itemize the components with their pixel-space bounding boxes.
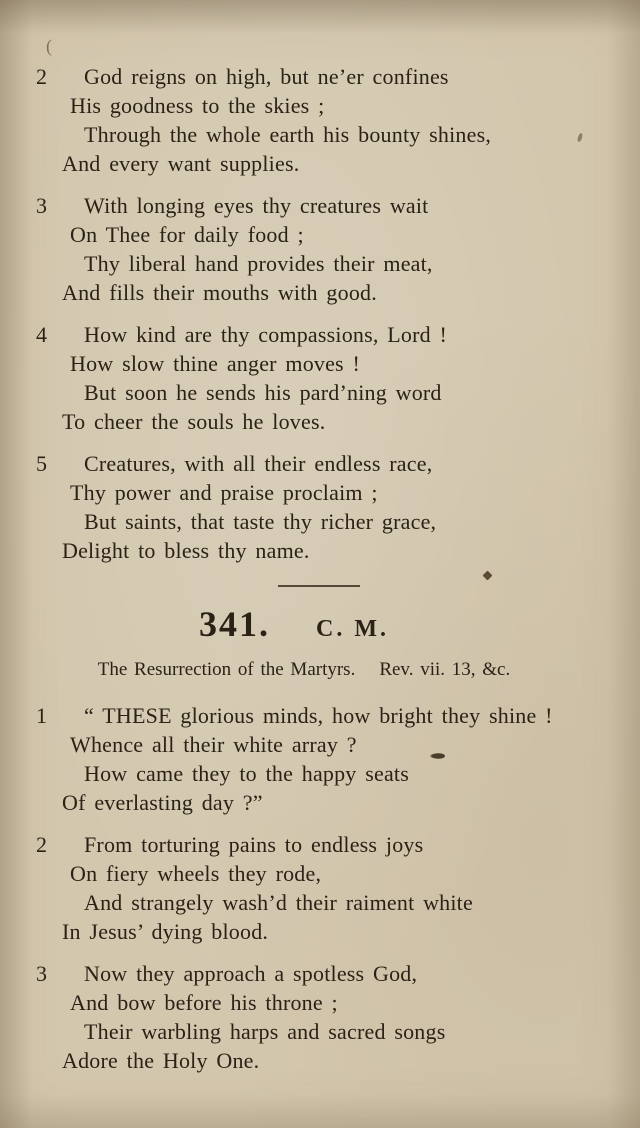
verse-line: How came they to the happy seats	[84, 761, 409, 786]
verse-line: From torturing pains to endless joys	[84, 832, 424, 857]
verse-line: And fills their mouths with good.	[62, 280, 377, 305]
stanza-number: 4	[36, 322, 48, 347]
hymn-header	[36, 603, 600, 681]
stanza	[36, 701, 600, 817]
verse-line: On fiery wheels they rode,	[70, 861, 322, 886]
stanza	[36, 959, 600, 1075]
hymn-subtitle	[22, 659, 586, 681]
hymn-title: The Resurrection of the Martyrs.	[97, 659, 356, 680]
hymn-stanzas	[36, 701, 600, 1075]
verse-line: Adore the Holy One.	[62, 1048, 260, 1073]
stanza	[36, 449, 600, 565]
verse-line: In Jesus’ dying blood.	[62, 919, 269, 944]
stanza	[36, 191, 600, 307]
verse-line: And every want supplies.	[62, 151, 300, 176]
verse-line: How kind are thy compassions, Lord !	[84, 322, 448, 347]
stanza-number: 2	[36, 64, 48, 89]
verse-line: But saints, that taste thy richer grace,	[84, 509, 437, 534]
stanza	[36, 830, 600, 946]
verse-line: Their warbling harps and sacred songs	[84, 1019, 446, 1044]
verse-line: Creatures, with all their endless race,	[84, 451, 433, 476]
verse-line: And strangely wash’d their raiment white	[84, 890, 473, 915]
verse-line: To cheer the souls he loves.	[62, 409, 326, 434]
verse-line: Now they approach a spotless God,	[84, 961, 418, 986]
stanza	[36, 62, 600, 178]
hymn-meter: C. M.	[316, 616, 389, 642]
scan-artifact-mark: (	[46, 36, 52, 56]
verse-line: And bow before his throne ;	[70, 990, 338, 1015]
stanza-number: 1	[36, 703, 48, 728]
verse-line: His goodness to the skies ;	[70, 93, 325, 118]
hymn-scripture-reference: Rev. vii. 13, &c.	[379, 659, 511, 680]
verse-line: But soon he sends his pard’ning word	[84, 380, 442, 405]
verse-line: Whence all their white array ?	[70, 732, 357, 757]
verse-line: Of everlasting day ?”	[62, 790, 263, 815]
stanza-number: 5	[36, 451, 48, 476]
ink-blot	[483, 571, 493, 581]
hymn-number: 341.	[199, 604, 270, 644]
verse-line: Through the whole earth his bounty shines,	[84, 122, 492, 147]
stanza-number: 3	[36, 961, 48, 986]
verse-line: God reigns on high, but ne’er confines	[84, 64, 449, 89]
previous-hymn-stanzas	[36, 62, 600, 565]
verse-line: How slow thine anger moves !	[70, 351, 361, 376]
section-divider	[278, 585, 360, 587]
stanza	[36, 320, 600, 436]
verse-line: Delight to bless thy name.	[62, 538, 310, 563]
stanza-number: 2	[36, 832, 48, 857]
verse-line: Thy liberal hand provides their meat,	[84, 251, 433, 276]
stanza-number: 3	[36, 193, 48, 218]
verse-line: “ THESE glorious minds, how bright they shine !	[84, 703, 553, 728]
verse-line: With longing eyes thy creatures wait	[84, 193, 429, 218]
verse-line: Thy power and praise proclaim ;	[70, 480, 378, 505]
verse-line: On Thee for daily food ;	[70, 222, 304, 247]
